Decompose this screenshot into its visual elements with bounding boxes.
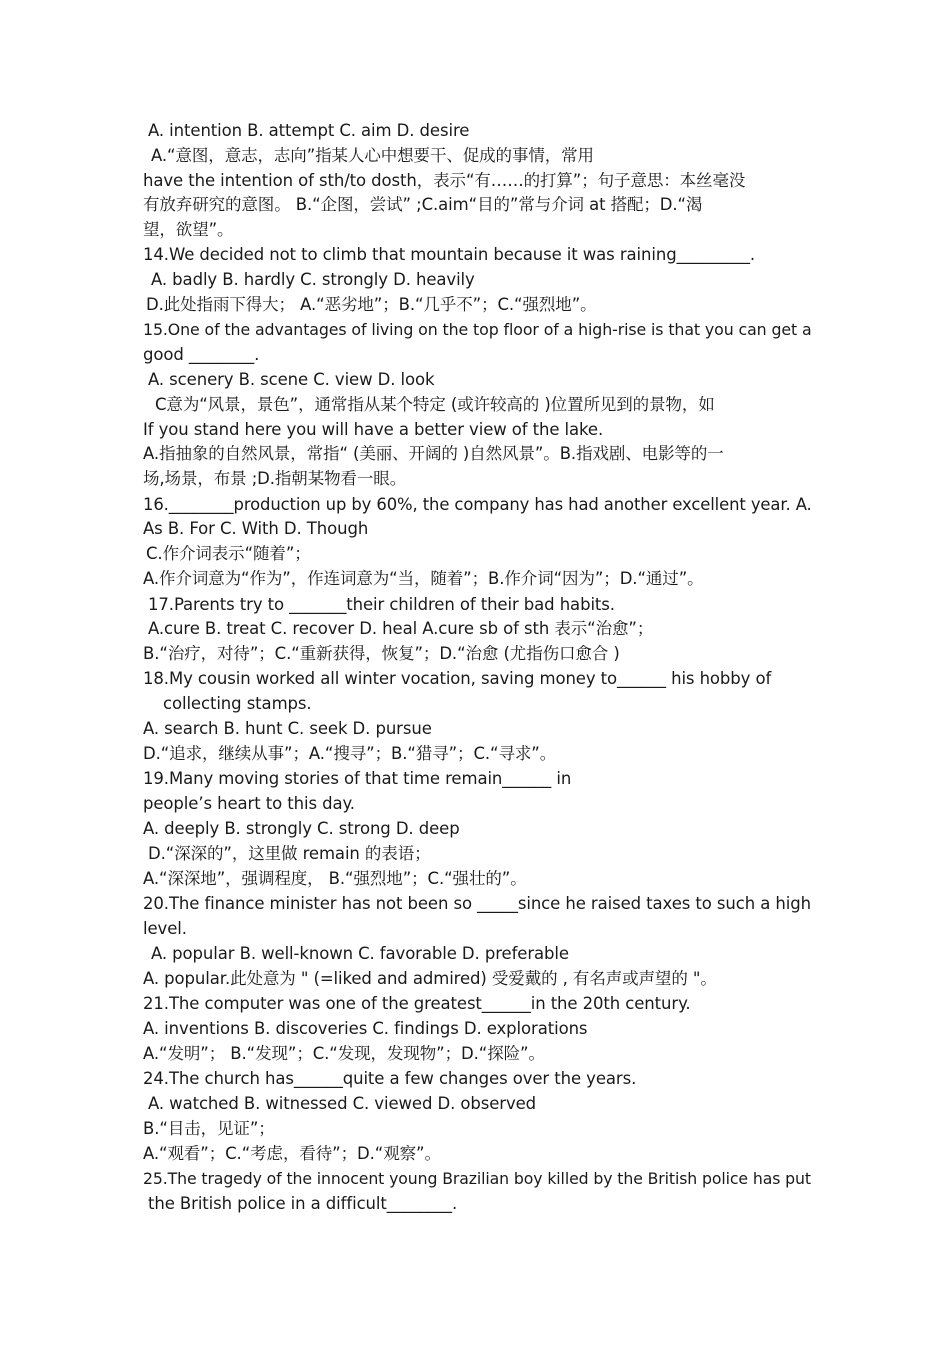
question-line: the British police in a difficult________.: [148, 1194, 458, 1213]
options-line: A. scenery B. scene C. view D. look: [148, 370, 435, 389]
question-line: 19.Many moving stories of that time remain______ in: [143, 769, 572, 788]
options-line: A. popular B. well-known C. favorable D. preferable: [151, 944, 569, 963]
question-line: 25.The tragedy of the innocent young Brazilian boy killed by the British police has put: [143, 1169, 811, 1188]
options-line: A. deeply B. strongly C. strong D. deep: [143, 819, 460, 838]
question-line: 16.________production up by 60%, the company has had another excellent year. A.: [143, 495, 812, 514]
text-line: D.此处指雨下得大； A.“恶劣地”；B.“几乎不”；C.“强烈地”。: [146, 295, 597, 314]
options-line: A.cure B. treat C. recover D. heal A.cure sb of sth 表示“治愈”；: [148, 619, 654, 638]
options-line: A. badly B. hardly C. strongly D. heavily: [151, 270, 475, 289]
question-line: 20.The finance minister has not been so _____since he raised taxes to such a high: [143, 894, 811, 913]
options-line: A. search B. hunt C. seek D. pursue: [143, 719, 432, 738]
options-line: A. inventions B. discoveries C. findings D. explorations: [143, 1019, 588, 1038]
text-line: A.“发明”； B.“发现”；C.“发现，发现物”；D.“探险”。: [143, 1044, 545, 1063]
text-line: D.“追求，继续从事”；A.“搜寻”；B.“猎寻”；C.“寻求”。: [143, 744, 557, 763]
question-line: 14.We decided not to climb that mountain because it was raining_________.: [143, 245, 756, 264]
text-line: have the intention of sth/to dosth，表示“有……的打算”；句子意思：本丝毫没: [143, 171, 746, 190]
question-line: 21.The computer was one of the greatest______in the 20th century.: [143, 994, 691, 1013]
text-line: C.作介词表示“随着”；: [146, 544, 311, 563]
text-line: 有放弃研究的意图。 B.“企图，尝试” ;C.aim“目的”常与介词 at 搭配；D.“渴: [143, 195, 703, 214]
text-line: B.“治疗，对待”；C.“重新获得，恢复”；D.“治愈 (尤指伤口愈合 ): [143, 644, 620, 663]
text-line: B.“目击，见证”；: [143, 1119, 275, 1138]
text-line: A.指抽象的自然风景，常指“ (美丽、开阔的 )自然风景”。B.指戏剧、电影等的一: [143, 444, 724, 463]
question-line: level.: [143, 919, 187, 938]
text-line: A. popular.此处意为 " (=liked and admired) 受爱戴的 , 有名声或声望的 "。: [143, 969, 717, 988]
options-line: A. watched B. witnessed C. viewed D. observed: [148, 1094, 537, 1113]
text-line: A. intention B. attempt C. aim D. desire: [148, 121, 470, 140]
text-line: A.“观看”；C.“考虑，看待”；D.“观察”。: [143, 1144, 441, 1163]
question-line: people’s heart to this day.: [143, 794, 355, 813]
text-line: 场,场景，布景 ;D.指朝某物看一眼。: [143, 469, 407, 488]
question-line: 17.Parents try to _______their children of their bad habits.: [148, 595, 615, 614]
question-line: 15.One of the advantages of living on the top floor of a high-rise is that you can get a: [143, 320, 812, 339]
question-line: collecting stamps.: [163, 694, 312, 713]
options-line: As B. For C. With D. Though: [143, 519, 369, 538]
question-line: 24.The church has______quite a few changes over the years.: [143, 1069, 637, 1088]
text-line: A.“深深地”，强调程度， B.“强烈地”；C.“强壮的”。: [143, 869, 527, 888]
text-line: 望，欲望”。: [143, 220, 234, 239]
text-line: A.“意图，意志，志向”指某人心中想要干、促成的事情，常用: [151, 146, 594, 165]
text-line: A.作介词意为“作为”，作连词意为“当，随着”；B.作介词“因为”；D.“通过”。: [143, 569, 704, 588]
text-line: C意为“风景，景色”，通常指从某个特定 (或许较高的 )位置所见到的景物，如: [155, 395, 715, 414]
question-line: 18.My cousin worked all winter vocation, saving money to______ his hobby of: [143, 669, 772, 688]
text-line: D.“深深的”，这里做 remain 的表语；: [148, 844, 431, 863]
question-line: good ________.: [143, 345, 260, 364]
text-line: If you stand here you will have a better view of the lake.: [143, 420, 604, 439]
